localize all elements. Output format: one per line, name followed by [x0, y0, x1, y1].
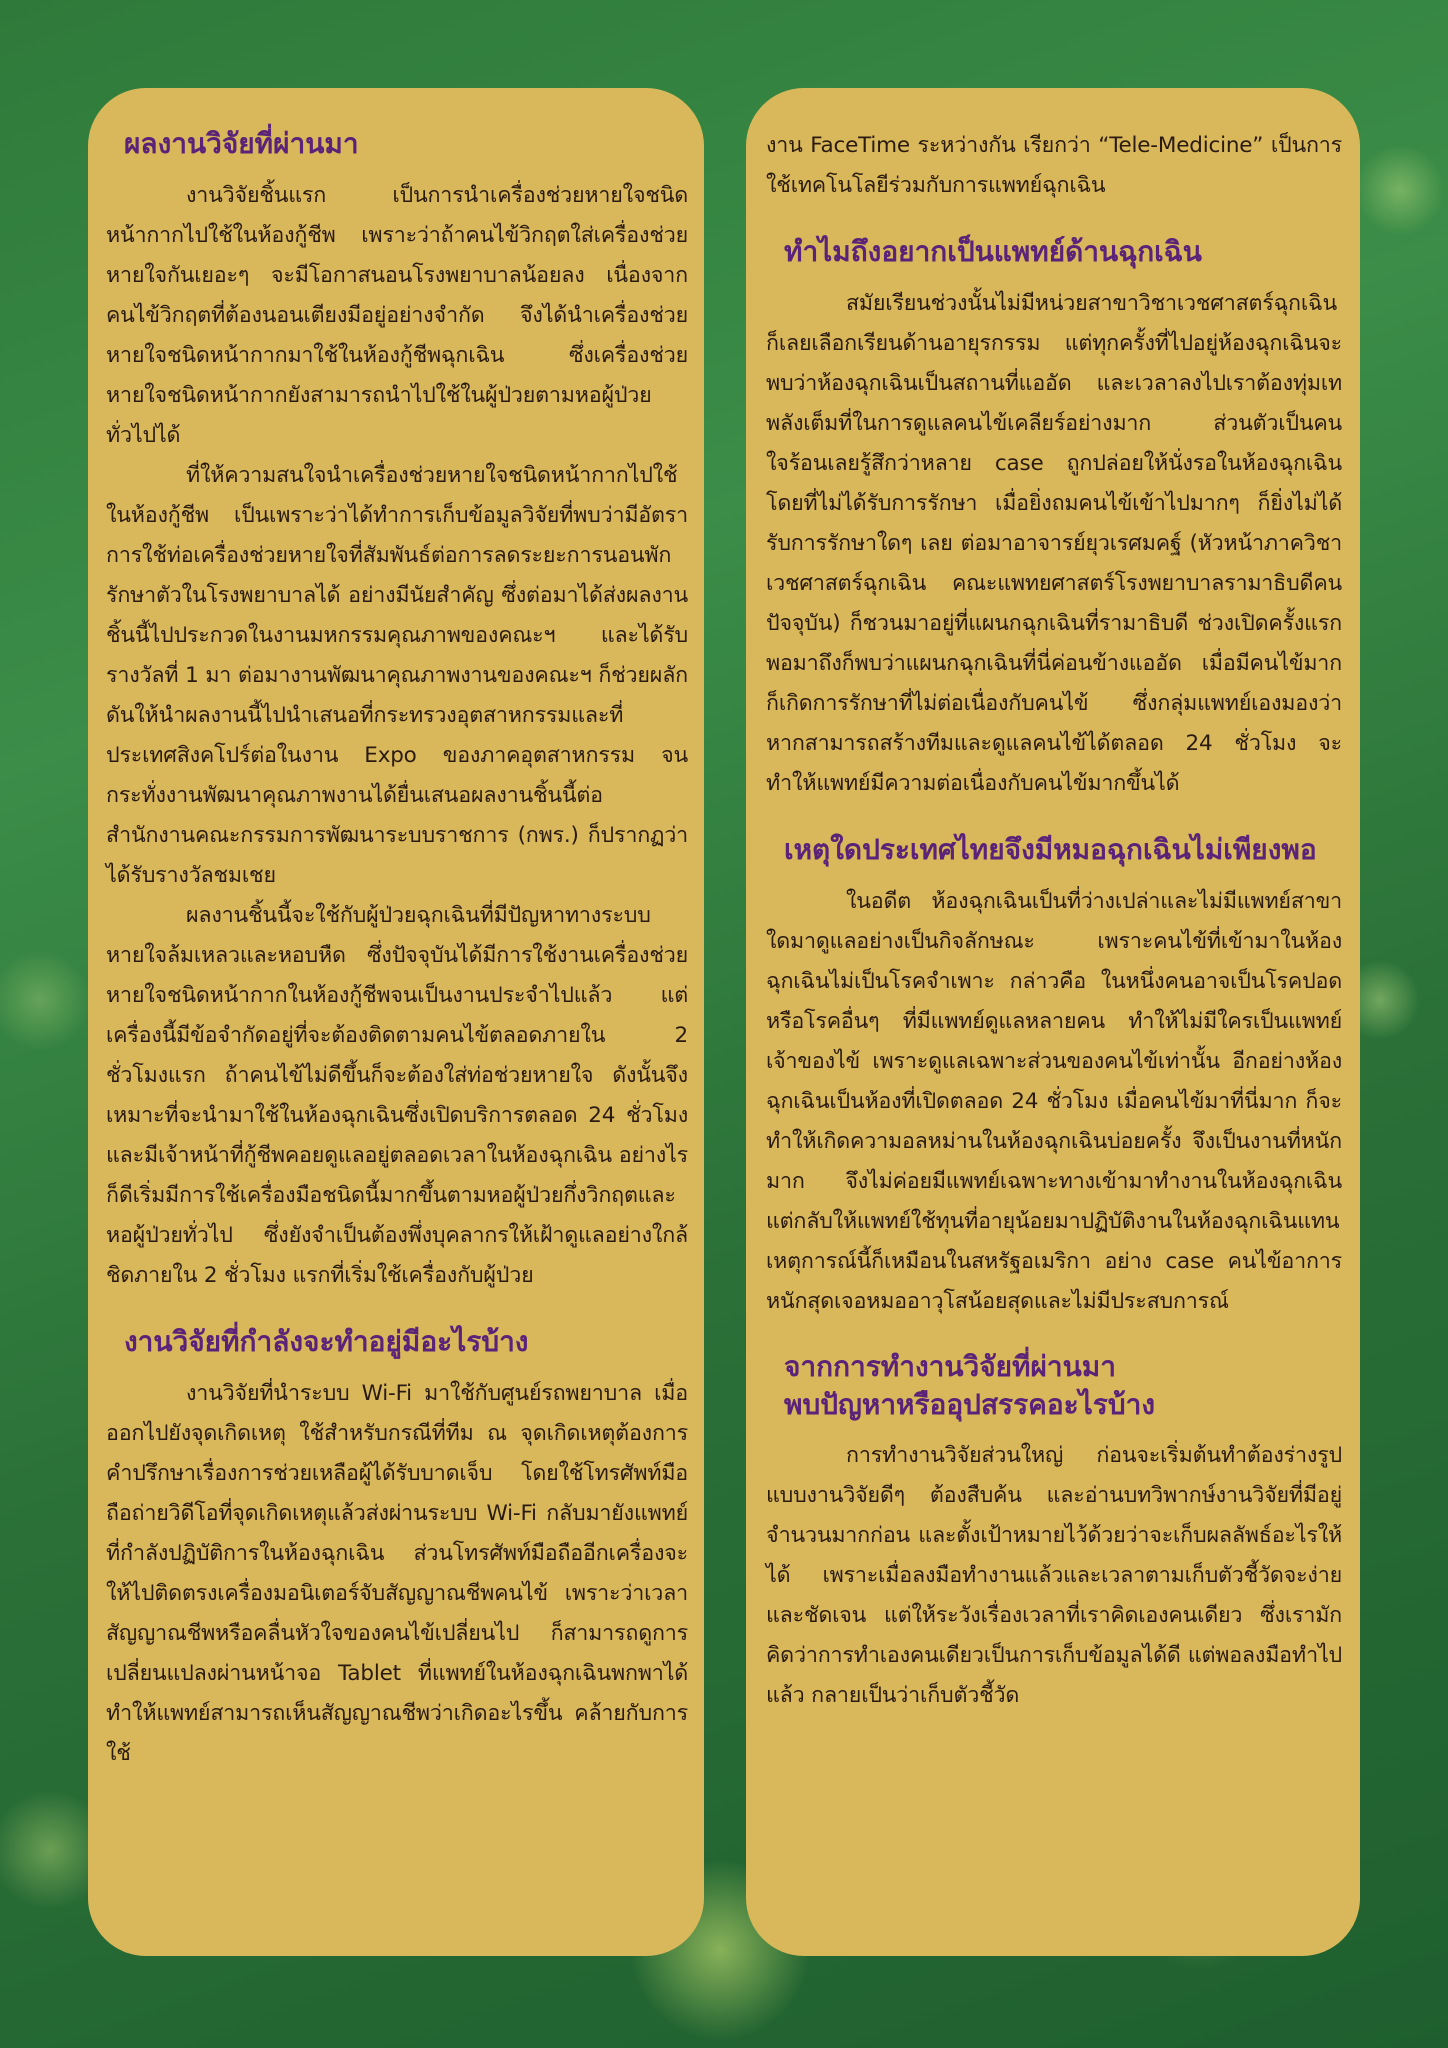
paragraph: งานวิจัยชิ้นแรก เป็นการนำเครื่องช่วยหายใจชนิดหน้ากากไปใช้ในห้องกู้ชีพ เพราะว่าถ้าคนไข้วิกฤตใส่เครื่องช่วยหายใจกันเยอะๆ จะมีโอกาสนอนโรงพยาบาลน้อยลง เนื่องจากคนไข้วิกฤตที่ต้องนอนเตียงมีอยู่อย่างจำกัด จึงได้นำเครื่องช่วยหายใจชนิดหน้ากากมาใช้ในห้องกู้ชีพฉุกเฉิน ซึ่งเครื่องช่วยหายใจชนิดหน้ากากยังสามารถนำไปใช้ในผู้ป่วยตามหอผู้ป่วยทั่วไปได้ — [106, 183, 688, 448]
paragraph: ที่ให้ความสนใจนำเครื่องช่วยหายใจชนิดหน้ากากไปใช้ในห้องกู้ชีพ เป็นเพราะว่าได้ทำการเก็บข้อมูลวิจัยที่พบว่ามีอัตราการใช้ท่อเครื่องช่วยหายใจที่สัมพันธ์ต่อการลดระยะการนอนพักรักษาตัวในโรงพยาบาลได้ อย่างมีนัยสำคัญ ซึ่งต่อมาได้ส่งผลงานชิ้นนี้ไปประกวดในงานมหกรรมคุณภาพของคณะฯ และได้รับรางวัลที่ 1 มา ต่อมางานพัฒนาคุณภาพงานของคณะฯ ก็ช่วยผลักดันให้นำผลงานนี้ไปนำเสนอที่กระทรวงอุตสาหกรรมและที่ประเทศสิงคโปร์ต่อในงาน Expo ของภาคอุตสาหกรรม จนกระทั่งงานพัฒนาคุณภาพงานได้ยื่นเสนอผลงานชิ้นนี้ต่อสำนักงานคณะกรรมการพัฒนาระบบราชการ (กพร.) ก็ปรากฏว่าได้รับรางวัลชมเชย — [106, 463, 688, 888]
paragraph-continued: งาน FaceTime ระหว่างกัน เรียกว่า “Tele-Medicine” เป็นการใช้เทคโนโลยีร่วมกับการแพทย์ฉุกเฉิน — [766, 133, 1342, 198]
paragraph: ในอดีต ห้องฉุกเฉินเป็นที่ว่างเปล่าและไม่มีแพทย์สาขาใดมาดูแลอย่างเป็นกิจลักษณะ เพราะคนไข้ที่เข้ามาในห้องฉุกเฉินไม่เป็นโรคจำเพาะ กล่าวคือ ในหนึ่งคนอาจเป็นโรคปอดหรือโรคอื่นๆ ที่มีแพทย์ดูแลหลายคน ทำให้ไม่มีใครเป็นแพทย์เจ้าของไข้ เพราะดูแลเฉพาะส่วนของคนไข้เท่านั้น อีกอย่างห้องฉุกเฉินเป็นห้องที่เปิดตลอด 24 ชั่วโมง เมื่อคนไข้มาที่นี่มาก ก็จะทำให้เกิดความอลหม่านในห้องฉุกเฉินบ่อยครั้ง จึงเป็นงานที่หนักมาก จึงไม่ค่อยมีแพทย์เฉพาะทางเข้ามาทำงานในห้องฉุกเฉิน แต่กลับให้แพทย์ใช้ทุนที่อายุน้อยมาปฏิบัติงานในห้องฉุกเฉินแทน เหตุการณ์นี้ก็เหมือนในสหรัฐอเมริกา อย่าง case คนไข้อาการหนักสุดเจอหมออาวุโสน้อยสุดและไม่มีประสบการณ์ — [766, 889, 1342, 1314]
right-column-panel — [746, 88, 1360, 1956]
section-heading-why-emergency-doctor: ทำไมถึงอยากเป็นแพทย์ด้านฉุกเฉิน — [784, 235, 1202, 268]
section-heading-upcoming-research: งานวิจัยที่กำลังจะทำอยู่มีอะไรบ้าง — [124, 1325, 529, 1358]
section-heading-obstacles-line1: จากการทำงานวิจัยที่ผ่านมา — [784, 1350, 1116, 1383]
paragraph: สมัยเรียนช่วงนั้นไม่มีหน่วยสาขาวิชาเวชศาสตร์ฉุกเฉิน ก็เลยเลือกเรียนด้านอายุรกรรม แต่ทุกครั้งที่ไปอยู่ห้องฉุกเฉินจะพบว่าห้องฉุกเฉินเป็นสถานที่แออัด และเวลาลงไปเราต้องทุ่มเทพลังเต็มที่ในการดูแลคนไข้เคลียร์อย่างมาก ส่วนตัวเป็นคนใจร้อนเลยรู้สึกว่าหลาย case ถูกปล่อยให้นั่งรอในห้องฉุกเฉินโดยที่ไม่ได้รับการรักษา เมื่อยิ่งถมคนไข้เข้าไปมากๆ ก็ยิ่งไม่ได้รับการรักษาใดๆ เลย ต่อมาอาจารย์ยุวเรศมคฐ์ (หัวหน้าภาควิชาเวชศาสตร์ฉุกเฉิน คณะแพทยศาสตร์โรงพยาบาลรามาธิบดีคนปัจจุบัน) ก็ชวนมาอยู่ที่แผนกฉุกเฉินที่รามาธิบดี ช่วงเปิดครั้งแรก พอมาถึงก็พบว่าแผนกฉุกเฉินที่นี่ค่อนข้างแออัด เมื่อมีคนไข้มาก ก็เกิดการรักษาที่ไม่ต่อเนื่องกับคนไข้ ซึ่งกลุ่มแพทย์เองมองว่า หากสามารถสร้างทีมและดูแลคนไข้ได้ตลอด 24 ชั่วโมง จะทำให้แพทย์มีความต่อเนื่องกับคนไข้มากขึ้นได้ — [766, 291, 1342, 796]
left-column-panel — [88, 88, 704, 1956]
paragraph: การทำงานวิจัยส่วนใหญ่ ก่อนจะเริ่มต้นทำต้องร่างรูปแบบงานวิจัยดีๆ ต้องสืบค้น และอ่านบทวิพากษ์งานวิจัยที่มีอยู่จำนวนมากก่อน และตั้งเป้าหมายไว้ด้วยว่าจะเก็บผลลัพธ์อะไรให้ได้ เพราะเมื่อลงมือทำงานแล้วและเวลาตามเก็บตัวชี้วัดจะง่ายและชัดเจน แต่ให้ระวังเรื่องเวลาที่เราคิดเองคนเดียว ซึ่งเรามักคิดว่าการทำเองคนเดียวเป็นการเก็บข้อมูลได้ดี แต่พอลงมือทำไปแล้ว กลายเป็นว่าเก็บตัวชี้วัด — [766, 1443, 1342, 1708]
section-heading-doctor-shortage: เหตุใดประเทศไทยจึงมีหมอฉุกเฉินไม่เพียงพอ — [784, 833, 1317, 866]
paragraph: งานวิจัยที่นำระบบ Wi-Fi มาใช้กับศูนย์รถพยาบาล เมื่อออกไปยังจุดเกิดเหตุ ใช้สำหรับกรณีที่ทีม ณ จุดเกิดเหตุต้องการคำปรึกษาเรื่องการช่วยเหลือผู้ได้รับบาดเจ็บ โดยใช้โทรศัพท์มือถือถ่ายวิดีโอที่จุดเกิดเหตุแล้วส่งผ่านระบบ Wi-Fi กลับมายังแพทย์ที่กำลังปฏิบัติการในห้องฉุกเฉิน ส่วนโทรศัพท์มือถืออีกเครื่องจะให้ไปติดตรงเครื่องมอนิเตอร์จับสัญญาณชีพคนไข้ เพราะว่าเวลาสัญญาณชีพหรือคลื่นหัวใจของคนไข้เปลี่ยนไป ก็สามารถดูการเปลี่ยนแปลงผ่านหน้าจอ Tablet ที่แพทย์ในห้องฉุกเฉินพกพาได้ ทำให้แพทย์สามารถเห็นสัญญาณชีพว่าเกิดอะไรขึ้น คล้ายกับการใช้ — [106, 1381, 688, 1766]
section-heading-obstacles — [784, 1348, 1342, 1424]
paragraph: ผลงานชิ้นนี้จะใช้กับผู้ป่วยฉุกเฉินที่มีปัญหาทางระบบหายใจล้มเหลวและหอบหืด ซึ่งปัจจุบันได้มีการใช้งานเครื่องช่วยหายใจชนิดหน้ากากในห้องกู้ชีพจนเป็นงานประจำไปแล้ว แต่เครื่องนี้มีข้อจำกัดอยู่ที่จะต้องติดตามคนไข้ตลอดภายใน 2 ชั่วโมงแรก ถ้าคนไข้ไม่ดีขึ้นก็จะต้องใส่ท่อช่วยหายใจ ดังนั้นจึงเหมาะที่จะนำมาใช้ในห้องฉุกเฉินซึ่งเปิดบริการตลอด 24 ชั่วโมง และมีเจ้าหน้าที่กู้ชีพคอยดูแลอยู่ตลอดเวลาในห้องฉุกเฉิน อย่างไรก็ดีเริ่มมีการใช้เครื่องมือชนิดนี้มากขึ้นตามหอผู้ป่วยกึ่งวิกฤตและหอผู้ป่วยทั่วไป ซึ่งยังจำเป็นต้องพึ่งบุคลากรให้เฝ้าดูแลอย่างใกล้ชิดภายใน 2 ชั่วโมง แรกที่เริ่มใช้เครื่องกับผู้ป่วย — [106, 903, 688, 1288]
section-heading-past-research: ผลงานวิจัยที่ผ่านมา — [124, 127, 359, 160]
section-heading-obstacles-line2: พบปัญหาหรืออุปสรรคอะไรบ้าง — [784, 1388, 1155, 1421]
